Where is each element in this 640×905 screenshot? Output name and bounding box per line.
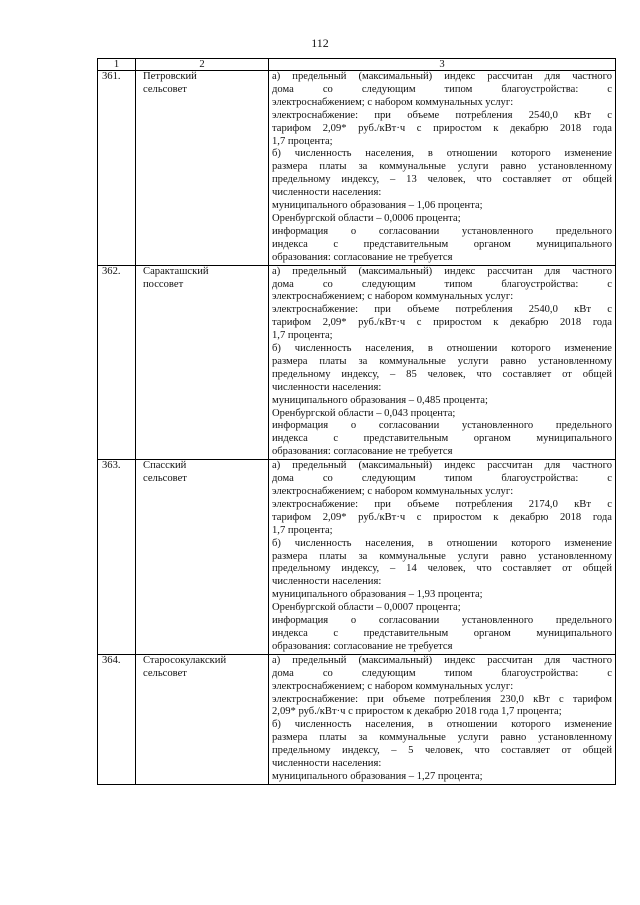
description-line: информация о согласовании установленного предельного: [272, 420, 612, 432]
description-line: муниципального образования – 1,06 процента;: [272, 200, 483, 212]
index-description: [269, 460, 616, 655]
description-line: тарифом 2,09* руб./кВт·ч с приростом к декабрю 2018 года: [272, 317, 612, 329]
description-line: электроснабжение: при объеме потребления 2540,0 кВт с: [272, 304, 612, 316]
municipality-name: [136, 71, 269, 266]
description-line: Оренбургской области – 0,043 процента;: [272, 407, 456, 419]
description-line: дома со следующим типом благоустройства: с: [272, 667, 612, 679]
description-line: муниципального образования – 0,485 процента;: [272, 394, 488, 406]
column-header-1: 1: [98, 59, 136, 71]
description-line: размера платы за коммунальные услуги равно установленному: [272, 161, 612, 173]
description-line: а) предельный (максимальный) индекс рассчитан для частного: [272, 460, 612, 472]
description-line: Оренбургской области – 0,0006 процента;: [272, 212, 461, 224]
municipality-name-line: Саракташский: [143, 265, 209, 277]
description-line: 1,7 процента;: [272, 330, 333, 342]
row-number: 363.: [98, 460, 136, 655]
description-line: предельному индексу, – 13 человек, что составляет от общей: [272, 174, 612, 186]
municipality-name-line: сельсовет: [143, 667, 187, 679]
description-line: образования: согласование не требуется: [272, 251, 453, 263]
description-line: дома со следующим типом благоустройства: с: [272, 473, 612, 485]
municipality-name-line: поссовет: [143, 278, 184, 290]
municipality-name-line: Спасский: [143, 460, 187, 472]
description-line: б) численность населения, в отношении которого изменение: [272, 719, 612, 731]
description-line: информация о согласовании установленного предельного: [272, 615, 612, 627]
description-line: б) численность населения, в отношении которого изменение: [272, 343, 612, 355]
description-line: численности населения:: [272, 758, 382, 770]
column-header-3: 3: [269, 59, 616, 71]
description-line: размера платы за коммунальные услуги равно установленному: [272, 550, 612, 562]
table-row: [98, 654, 616, 784]
municipality-name-line: Старосокулакский: [143, 654, 227, 666]
table-body: [98, 71, 616, 785]
description-line: электроснабжением; с набором коммунальных услуг:: [272, 680, 514, 692]
description-line: индекса с представительным органом муниципального: [272, 433, 612, 445]
description-line: муниципального образования – 1,93 процента;: [272, 589, 483, 601]
description-line: а) предельный (максимальный) индекс рассчитан для частного: [272, 71, 612, 82]
data-table: [97, 58, 616, 785]
municipality-name: [136, 460, 269, 655]
description-line: электроснабжением; с набором коммунальных услуг:: [272, 291, 514, 303]
description-line: тарифом 2,09* руб./кВт·ч с приростом к декабрю 2018 года: [272, 122, 612, 134]
description-line: размера платы за коммунальные услуги равно установленному: [272, 732, 612, 744]
description-line: 1,7 процента;: [272, 135, 333, 147]
index-description: [269, 71, 616, 266]
page-number: 112: [311, 36, 329, 50]
description-line: дома со следующим типом благоустройства: с: [272, 278, 612, 290]
description-line: образования: согласование не требуется: [272, 446, 453, 458]
table-row: [98, 460, 616, 655]
municipality-name-line: Петровский: [143, 71, 197, 82]
description-line: а) предельный (максимальный) индекс рассчитан для частного: [272, 265, 612, 277]
municipality-name: [136, 265, 269, 460]
description-line: численности населения:: [272, 576, 382, 588]
description-line: электроснабжением; с набором коммунальных услуг:: [272, 486, 514, 497]
description-line: а) предельный (максимальный) индекс рассчитан для частного: [272, 654, 612, 666]
column-header-2: 2: [136, 59, 269, 71]
description-line: электроснабжение: при объеме потребления 2540,0 кВт с: [272, 109, 612, 121]
municipality-name: [136, 654, 269, 784]
description-line: б) численность населения, в отношении которого изменение: [272, 148, 612, 160]
description-line: 2,09* руб./кВт·ч с приростом к декабрю 2018 года 1,7 процента;: [272, 706, 562, 718]
table-row: [98, 71, 616, 266]
description-line: индекса с представительным органом муниципального: [272, 627, 612, 639]
description-line: численности населения:: [272, 187, 382, 199]
description-line: Оренбургской области – 0,0007 процента;: [272, 602, 461, 614]
table-row: [98, 265, 616, 460]
description-line: электроснабжение: при объеме потребления 230,0 кВт с тарифом: [272, 693, 612, 705]
row-number: 362.: [98, 265, 136, 460]
description-line: дома со следующим типом благоустройства: с: [272, 83, 612, 95]
municipality-name-line: сельсовет: [143, 83, 187, 95]
row-number: 361.: [98, 71, 136, 266]
row-number: 364.: [98, 654, 136, 784]
description-line: муниципального образования – 1,27 процента;: [272, 770, 483, 782]
description-line: предельному индексу, – 5 человек, что составляет от общей: [272, 745, 612, 757]
description-line: размера платы за коммунальные услуги равно установленному: [272, 355, 612, 367]
description-line: информация о согласовании установленного предельного: [272, 225, 612, 237]
description-line: тарифом 2,09* руб./кВт·ч с приростом к декабрю 2018 года: [272, 511, 612, 523]
description-line: образования: согласование не требуется: [272, 640, 453, 652]
index-description: [269, 265, 616, 460]
description-line: 1,7 процента;: [272, 524, 333, 536]
description-line: численности населения:: [272, 381, 382, 393]
description-line: электроснабжением; с набором коммунальных услуг:: [272, 96, 514, 108]
description-line: индекса с представительным органом муниципального: [272, 238, 612, 250]
description-line: б) численность населения, в отношении которого изменение: [272, 537, 612, 549]
table-header-row: [98, 59, 616, 71]
description-line: предельному индексу, – 85 человек, что составляет от общей: [272, 368, 612, 380]
municipality-name-line: сельсовет: [143, 473, 187, 485]
description-line: предельному индексу, – 14 человек, что составляет от общей: [272, 563, 612, 575]
description-line: электроснабжение: при объеме потребления 2174,0 кВт с: [272, 498, 612, 510]
index-description: [269, 654, 616, 784]
